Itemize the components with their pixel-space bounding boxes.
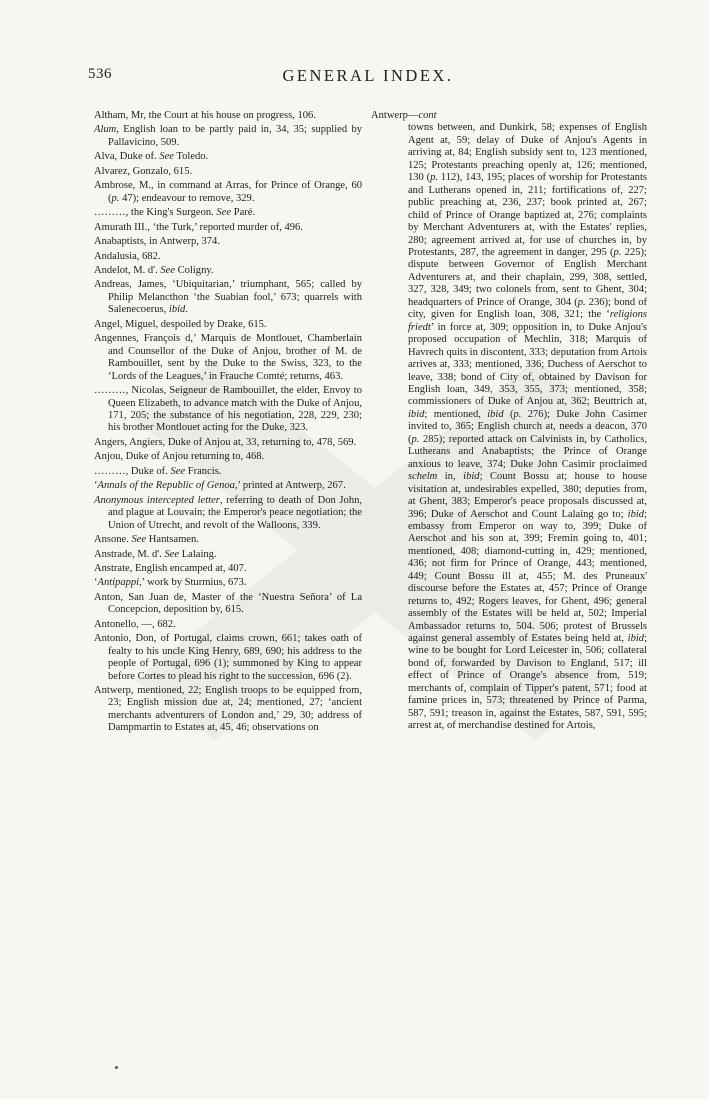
index-entry: Anonymous intercepted letter, referring to death of Don John, and plague at Louvain; the Emperor's peace negotiation; the Union of Utrecht, and revolt of the Walloons, 339.: [94, 494, 362, 531]
index-entry: Anstrate, English encamped at, 407.: [94, 562, 247, 574]
index-entry: ………, the King's Surgeon. See Paré.: [94, 207, 256, 219]
index-entry: Alum, English loan to be partly paid in, 34, 35; supplied by Pallavicino, 509.: [94, 124, 362, 148]
index-entry: Angel, Miguel, despoiled by Drake, 615.: [94, 318, 267, 330]
ink-speck: [115, 1066, 118, 1069]
index-entry: Andreas, James, ‘Ubiquitarian,’ triumphant, 565; called by Philip Melancthon ‘the Suabian fool,’ 673; quarrels with Salenecoerus, ibid.: [94, 279, 362, 316]
index-entry: Antonio, Don, of Portugal, claims crown, 661; takes oath of fealty to his uncle King Henry, 689, 690; his address to the people of Portugal, 696 (1); summoned by King to appear before Cortes to plead his right to the succession, 696 (2).: [94, 633, 362, 682]
index-entry: Angennes, François d,’ Marquis de Montlouet, Chamberlain and Counsellor of the Duke of Anjou, brother of M. de Rambouillet, sent by the Duke to the Swiss, 323, to the ‘Lords of the Leagues,’ in Frauche Comté; returns, 463.: [94, 333, 362, 382]
continued-heading: Antwerp—cont: [371, 110, 437, 121]
index-entry: Alva, Duke of. See Toledo.: [94, 151, 209, 163]
index-column-right: [371, 110, 647, 733]
index-entry: Anstrade, M. d'. See Lalaing.: [94, 548, 217, 560]
index-entry: Alvarez, Gonzalo, 615.: [94, 165, 193, 177]
index-entry: Altham, Mr, the Court at his house on progress, 106.: [94, 110, 316, 121]
index-entry: ‘Antipappi,’ work by Sturmius, 673.: [94, 577, 247, 589]
index-entry: Andelot, M. d'. See Coligny.: [94, 264, 214, 276]
running-title: GENERAL INDEX.: [282, 66, 454, 85]
index-entry: ‘Annals of the Republic of Genoa,’ printed at Antwerp, 267.: [94, 480, 346, 492]
index-entry: Anabaptists, in Antwerp, 374.: [94, 236, 220, 248]
index-entry: Antwerp, mentioned, 22; English troops to be equipped from, 23; English mission due at, 24; mentioned, 27; ‘ancient merchants adventurers of London and,’ 29, 30; address of Dampmartin to Estates at, 45, 46; observations on: [94, 685, 362, 734]
index-entry: Antonello, —, 682.: [94, 618, 176, 630]
index-column-left: [94, 110, 362, 735]
index-entry: Ambrose, M., in command at Arras, for Prince of Orange, 60 (p. 47); endeavour to remove, 329.: [94, 180, 362, 204]
page-number: 536: [88, 66, 112, 82]
index-entry: Anton, San Juan de, Master of the ‘Nuestra Señora’ of La Concepcion, deposition by, 615.: [94, 591, 362, 616]
continued-entry-body: towns between, and Dunkirk, 58; expenses of English Agent at, 59; delay of Duke of Anjou's Agents in arriving at, 84; English subsidy sent to, 123 mentioned, 125; Protestants preaching openly at, 126; mentioned, 130 (p. 112), 143, 195; places of worship for Protestants and Lutherans opened in, 211; fortifications of, 227; public preaching at, 236, 237; book printed at, 267; child of Prince of Orange baptized at, 276; complaints by Merchant Adventurers at, with the Estates' replies, 280; agreement arrived at, for use of churches in, by Protestants, 287, the agreement in danger, 295 (p. 225); dispute between Governor of English Merchant Adventurers at, and their chaplain, 299, 308, settled, 327, 328, 349; two colonels from, sent to Ghent, 304; headquarters of Prince of Orange, 304 (p. 236); bond of city, given for English loan, 308, 321; the ‘religions friedt’ in force at, 309; opposition in, to Duke Anjou's proposed occupation of Mechlin, 318; Marquis of Havrech quits in discontent, 333; deputation from Artois arrives at, 333; mentioned, 336; Duchess of Aerschot to leave, 338; bond of City of, obtained by Davison for English loan, 349, 353, 355, 373; mentioned, 358; commissioners of Duke of Anjou at, 362; Beuttrich at, ibid; mentioned, ibid (p. 276); Duke John Casimer invited to, 365; English church at, needs a deacon, 370 (p. 285); reported attack on Calvinists in, by Catholics, Lutherans and Anabaptists; the Prince of Orange anxious to leave, 374; Duke John Casimir proclaimed schelm in, ibid; Count Bossu at; house to house visitation at, undesirables expelled, 380; deputies from, at Ghent, 383; Emperor's peace proposals discussed at, 396; Duke of Aerschot and Count Lalaing go to; ibid; embassy from Emperor on way to, 399; Duke of Aerschot and his son at, 399; Fremin going to, 401; mentioned, 408; diamond-cutting in, 429; mentioned, 436; not firm for Prince of Orange, 443; mentioned, 449; Count Bossu ill at, 455; M. des Pruneaux' discourse before the Estates at, 457; Prince of Orange returns to, 492; Rogers leaves, for Ghent, 496; general assembly of the Estates will be held at, 502; Imperial Ambassador returns to, 504. 506; protest of Brussels against general assembly of Estates being held at, ibid; wine to be bought for Lord Leicester in, 506; collateral bond of, forwarded by Davison to England, 517; ill effect of Prince of Orange's absence from, 519; merchants of, complain of Tipper's patent, 571; food at famine prices in, 573; threatened by Prince of Parma, 587, 591; treason in, against the Estates, 587, 591, 595; arrest at, of merchandise destined for Artois,: [408, 122, 647, 732]
index-entry: Andalusia, 682.: [94, 250, 161, 262]
index-entry: Angers, Angiers, Duke of Anjou at, 33, returning to, 478, 569.: [94, 436, 357, 448]
index-entry: ………, Nicolas, Seigneur de Rambouillet, the elder, Envoy to Queen Elizabeth, to advance match with the Duke of Anjou, 171, 205; the substance of his negotiation, 228, 229, 230; his brother Montlouet acting for the Duke, 323.: [94, 385, 362, 434]
index-entry: Anjou, Duke of Anjou returning to, 468.: [94, 451, 265, 463]
index-entry: ………, Duke of. See Francis.: [94, 465, 222, 477]
page-header: [88, 66, 648, 90]
index-entry: Ansone. See Hantsamen.: [94, 534, 199, 546]
index-entry: Amurath III., ‘the Turk,’ reported murder of, 496.: [94, 221, 303, 233]
